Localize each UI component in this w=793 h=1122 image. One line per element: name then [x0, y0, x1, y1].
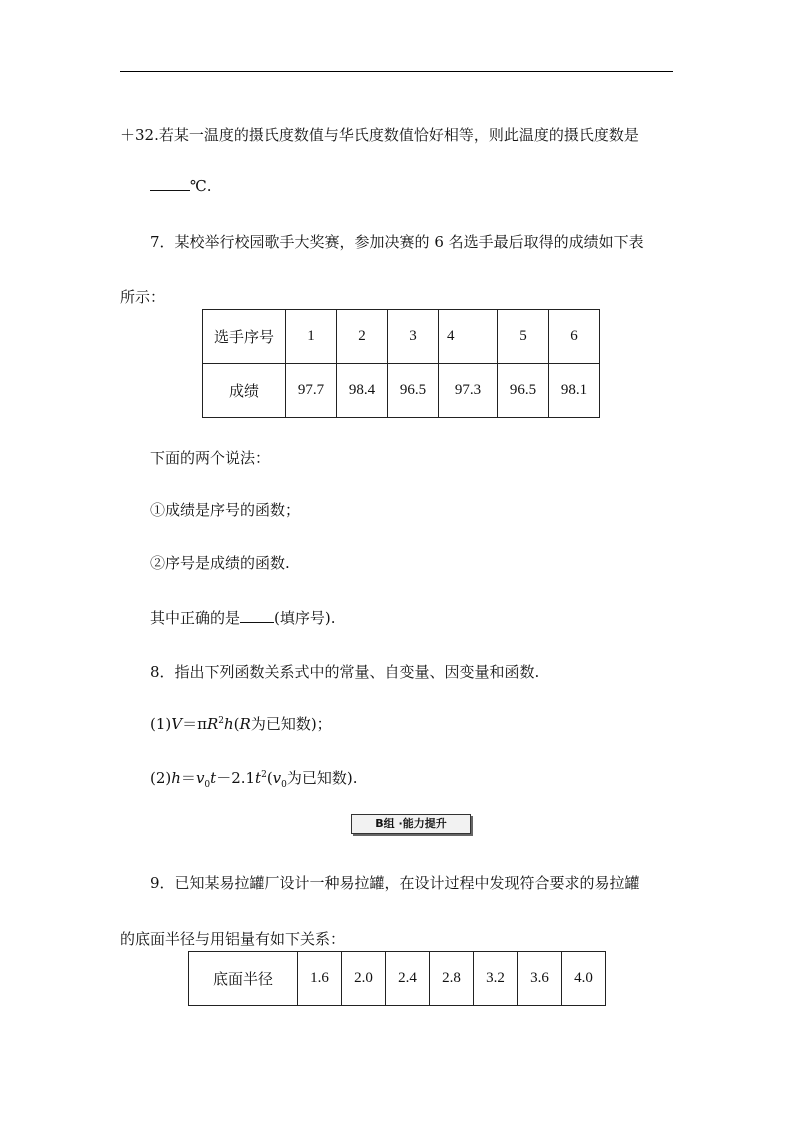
q8-item2-coef: －2.1	[216, 769, 256, 787]
q7-table-cell: 1	[286, 310, 337, 364]
q7-table-row-index	[203, 310, 600, 364]
q8-item2-var: h	[171, 769, 181, 787]
q8-intro: 8．指出下列函数关系式中的常量、自变量、因变量和函数.	[150, 663, 540, 681]
q7-answer-blank[interactable]	[240, 621, 274, 623]
q7-answer-suffix: (填序号).	[274, 609, 336, 627]
q7-table-header-index: 选手序号	[203, 310, 286, 364]
q7-table-cell: 2	[337, 310, 388, 364]
q9-intro-line2: 的底面半径与用铝量有如下关系：	[120, 930, 346, 948]
q9-intro-line1: 9．已知某易拉罐厂设计一种易拉罐，在设计过程中发现符合要求的易拉罐	[150, 874, 640, 892]
q8-item1-var: V	[171, 715, 183, 733]
q6-unit: ℃.	[190, 177, 212, 195]
q6-sentence: ＋32.若某一温度的摄氏度数值与华氏度数值恰好相等，则此温度的摄氏度数是	[120, 126, 639, 144]
q7-table-header-score: 成绩	[203, 364, 286, 418]
q7-statements-intro: 下面的两个说法：	[150, 449, 271, 467]
q9-radius-table	[188, 951, 606, 1006]
q7-table-cell: 6	[549, 310, 600, 364]
q8-item2-exp: 2	[261, 770, 267, 780]
q7-table-cell: 98.4	[337, 364, 388, 418]
q6-answer-line	[150, 177, 212, 195]
header-rule	[120, 71, 673, 72]
q8-item-2	[150, 767, 358, 790]
q8-item1-exp: 2	[218, 716, 224, 726]
q8-item2-var: t	[210, 769, 217, 787]
q7-answer-line	[150, 607, 336, 628]
q7-table-cell: 97.7	[286, 364, 337, 418]
q8-item1-paren: (	[233, 715, 240, 733]
q8-item2-sub: 0	[281, 780, 287, 790]
q8-item1-eq: ＝π	[182, 715, 207, 733]
q7-answer-prefix: 其中正确的是	[150, 609, 241, 627]
q8-item2-var: t	[255, 769, 262, 787]
q7-table-cell: 97.3	[439, 364, 498, 418]
q9-table-row-radius	[189, 952, 606, 1006]
q6-answer-blank[interactable]	[150, 189, 190, 191]
q7-statement-1: ①成绩是序号的函数；	[150, 501, 301, 519]
section-tag-b: B组 ·能力提升	[351, 814, 471, 834]
q7-table-cell: 4	[439, 310, 498, 364]
q7-intro-line1: 7．某校举行校园歌手大奖赛，参加决赛的 6 名选手最后取得的成绩如下表	[150, 233, 644, 251]
q7-table-cell: 98.1	[549, 364, 600, 418]
q8-item2-eq: ＝	[180, 769, 196, 787]
q8-item2-note: 为已知数).	[286, 769, 358, 787]
q9-table-cell: 3.6	[518, 952, 562, 1006]
q8-item2-var: v	[272, 769, 282, 787]
q9-table-cell: 4.0	[562, 952, 606, 1006]
q8-item1-var: h	[223, 715, 234, 733]
q8-item1-number: (1)	[150, 715, 172, 733]
q8-item1-var: R	[239, 715, 251, 733]
q8-item2-sub: 0	[204, 780, 211, 790]
q8-item2-number: (2)	[150, 769, 172, 787]
q9-table-cell: 2.0	[342, 952, 386, 1006]
q9-table-cell: 2.4	[386, 952, 430, 1006]
q7-table-cell: 5	[498, 310, 549, 364]
q7-table-cell: 3	[388, 310, 439, 364]
q8-item1-note: 为已知数)；	[250, 715, 332, 733]
q9-table-header-radius: 底面半径	[189, 952, 298, 1006]
q9-table-cell: 1.6	[298, 952, 342, 1006]
q8-item-1	[150, 713, 332, 734]
q7-table-row-score	[203, 364, 600, 418]
q7-intro-line2: 所示：	[120, 288, 166, 306]
q8-item1-var: R	[206, 715, 219, 733]
q8-item2-paren: (	[266, 769, 273, 787]
q7-score-table	[202, 309, 600, 418]
q7-table-cell: 96.5	[388, 364, 439, 418]
q7-statement-2: ②序号是成绩的函数.	[150, 554, 290, 572]
q8-item2-var: v	[195, 769, 205, 787]
q9-table-cell: 2.8	[430, 952, 474, 1006]
q9-table-cell: 3.2	[474, 952, 518, 1006]
q6-text	[120, 124, 639, 145]
q7-table-cell: 96.5	[498, 364, 549, 418]
